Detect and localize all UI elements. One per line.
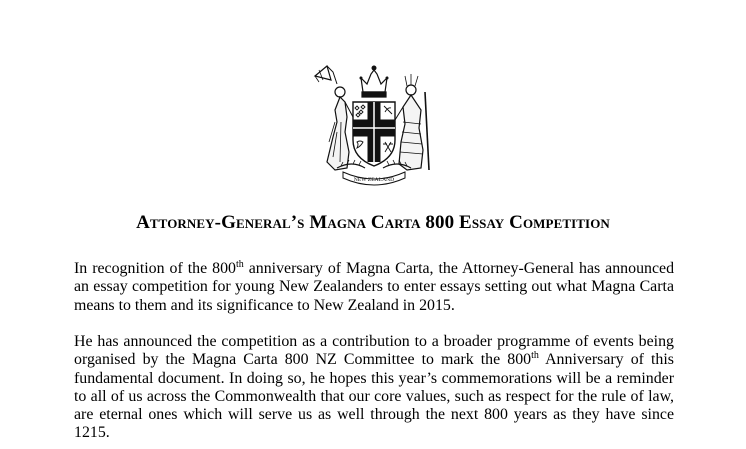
paragraph-text: He has announced the competition as a contribution to a broader programme of events being organised by the Magna Carta 800 NZ Committee to mark the 800 — [74, 333, 674, 369]
paragraph-text: In recognition of the 800 — [74, 260, 236, 277]
ordinal-suffix: th — [531, 350, 539, 362]
paragraph-anniversary — [74, 260, 674, 315]
new-zealand-coat-of-arms-icon — [307, 62, 442, 187]
document-title: Attorney-General’s Magna Carta 800 Essay Competition — [136, 212, 610, 233]
paragraph-text: Anniversary of this fundamental document. In doing so, he hopes this year’s commemorations will be a reminder to all of us across the Commonwealth that our core values, such as respect for the rule of law, are eternal ones which will serve us as well through the next 800 years as they have since 1215. — [74, 351, 674, 442]
svg-text:NEW ZEALAND: NEW ZEALAND — [353, 177, 395, 183]
ordinal-suffix: th — [235, 259, 244, 270]
paragraph-text: anniversary of Magna Carta, the Attorney-General has announced an essay competition for young New Zealanders to enter essays setting out what Magna Carta means to them and its significance to New Zealand in 2015. — [74, 260, 675, 314]
paragraph-competition — [74, 333, 674, 443]
